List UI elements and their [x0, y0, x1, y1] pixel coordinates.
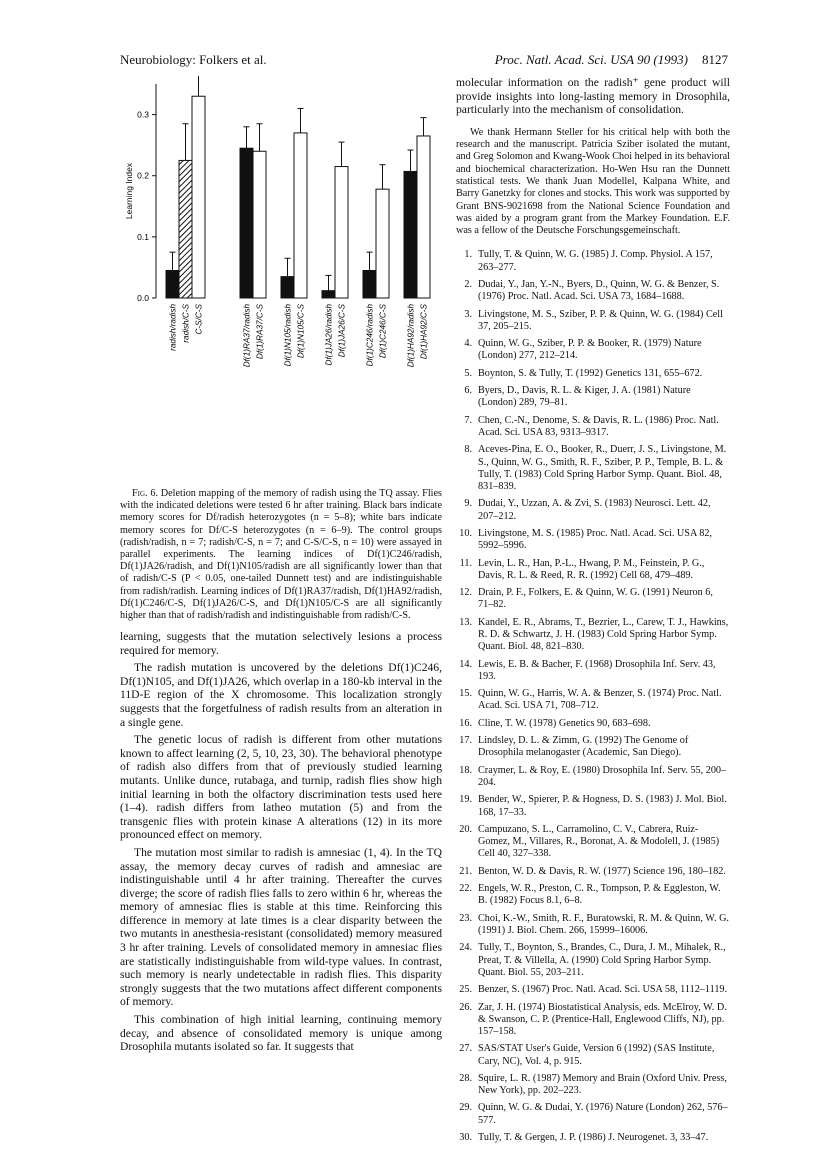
reference-text: Bender, W., Spierer, P. & Hogness, D. S. (1983) J. Mol. Biol. 168, 17–33.	[478, 794, 727, 818]
reference-text: Levin, L. R., Han, P.-L., Hwang, P. M., Feinstein, P. G., Davis, R. L. & Reed, R. R. (1992) Cell 68, 479–489.	[478, 557, 705, 581]
reference-number: 27.	[459, 1043, 472, 1055]
reference-item	[456, 794, 730, 818]
acknowledgment: We thank Hermann Steller for his critical help with both the research and the manuscript. Patricia Sziber isolated the mutant, and Greg Solomon and Kwang-Wook Choi helped in its behavioral and biochemical characterization. Ho-Wen Hsu ran the Dunnett statistical tests. We thank Juan Modellel, Kalpana White, and Barry Ganetzky for clones and stocks. This work was supported by Grant BNS-9021698 from the National Science Foundation and was aided by a program grant from the Markey Foundation. E.F. was a fellow of the Deutsche Forschungsgemeinschaft.	[456, 126, 730, 237]
reference-item	[456, 659, 730, 683]
reference-text: Cline, T. W. (1978) Genetics 90, 683–698.	[478, 717, 651, 729]
reference-number: 25.	[459, 984, 472, 996]
reference-text: Quinn, W. G. & Dudai, Y. (1976) Nature (London) 262, 576–577.	[478, 1102, 728, 1126]
reference-item	[456, 368, 730, 380]
reference-text: Engels, W. R., Preston, C. R., Tompson, P. & Eggleston, W. B. (1982) Focus 8.1, 6–8.	[478, 883, 721, 907]
x-tick-label: C-S/C-S	[194, 304, 204, 335]
running-head-left: Neurobiology: Folkers et al.	[120, 52, 267, 67]
x-tick-label: Df(1)HA92/C-S	[419, 304, 429, 360]
bar	[253, 151, 266, 298]
right-column	[456, 76, 730, 1149]
reference-item	[456, 415, 730, 439]
reference-text: Tully, T., Boynton, S., Brandes, C., Dura, J. M., Mihalek, R., Preat, T. & Villella, A. (1990) Cold Spring Harbor Symp. Quant. Biol. 55, 203–211.	[478, 942, 726, 978]
reference-text: Boynton, S. & Tully, T. (1992) Genetics 131, 655–672.	[478, 367, 703, 379]
reference-item	[456, 279, 730, 303]
reference-text: Dudai, Y., Uzzan, A. & Zvi, S. (1983) Neurosci. Lett. 42, 207–212.	[478, 498, 711, 522]
reference-text: Lewis, E. B. & Bacher, F. (1968) Drosophila Inf. Serv. 43, 193.	[478, 658, 716, 682]
reference-number: 23.	[459, 912, 472, 924]
reference-text: Kandel, E. R., Abrams, T., Bezrier, L., Carew, T. J., Hawkins, R. D. & Schwartz, J. H. (1983) Cold Spring Harbor Symp. Quant. Biol. 48, 821–830.	[478, 616, 729, 653]
reference-number: 26.	[459, 1001, 472, 1013]
reference-number: 15.	[459, 688, 472, 700]
bar	[404, 171, 417, 298]
x-tick-label: Df(1)JA26/radish	[324, 304, 334, 366]
paragraph: This combination of high initial learning, continuing memory decay, and absence of consolidated memory is unique among Drosophila mutants isolated so far. It suggests that	[120, 1013, 442, 1054]
reference-text: Craymer, L. & Roy, E. (1980) Drosophila Inf. Serv. 55, 200–204.	[478, 764, 727, 788]
reference-number: 14.	[459, 658, 472, 670]
reference-text: SAS/STAT User's Guide, Version 6 (1992) (SAS Institute, Cary, NC), Vol. 4, p. 915.	[478, 1043, 715, 1067]
page-number: 8127	[702, 52, 728, 67]
figure-caption	[120, 488, 442, 622]
reference-item	[456, 1132, 730, 1144]
reference-text: Squire, L. R. (1987) Memory and Brain (Oxford Univ. Press, New York), pp. 202–223.	[478, 1072, 727, 1097]
reference-item	[456, 617, 730, 654]
reference-text: Tully, T. & Quinn, W. G. (1985) J. Comp. Physiol. A 157, 263–277.	[478, 249, 713, 273]
reference-text: Livingstone, M. S., Sziber, P. P. & Quinn, W. G. (1984) Cell 37, 205–215.	[478, 308, 723, 332]
bar	[294, 133, 307, 298]
reference-item	[456, 558, 730, 582]
right-body-text	[456, 76, 730, 237]
reference-item	[456, 688, 730, 712]
x-tick-label: Df(1)C246/radish	[365, 304, 375, 367]
reference-text: Tully, T. & Gergen, J. P. (1986) J. Neurogenet. 3, 33–47.	[478, 1132, 709, 1144]
reference-item	[456, 587, 730, 611]
reference-list	[456, 249, 730, 1144]
reference-item	[456, 249, 730, 273]
reference-item	[456, 883, 730, 907]
reference-item	[456, 338, 730, 362]
bar	[335, 167, 348, 298]
reference-number: 2.	[464, 279, 472, 291]
paragraph: The radish mutation is uncovered by the deletions Df(1)C246, Df(1)N105, and Df(1)JA26, which overlap in a 180-kb interval in the 11D-E region of the X chromosome. This localization strongly suggests that the forgetfulness of radish results from an alteration in a single gene.	[120, 661, 442, 729]
reference-text: Drain, P. F., Folkers, E. & Quinn, W. G. (1991) Neuron 6, 71–82.	[478, 587, 713, 611]
x-tick-label: Df(1)N105/radish	[283, 304, 293, 367]
y-tick-label: 0.0	[137, 293, 149, 303]
reference-text: Lindsley, D. L. & Zimm, G. (1992) The Genome of Drosophila melanogaster (Academic, San Diego).	[478, 735, 689, 759]
reference-number: 9.	[464, 498, 472, 510]
bar	[417, 136, 430, 298]
reference-text: Campuzano, S. L., Carramolino, C. V., Cabrera, Ruiz-Gomez, M., Villares, R., Boronat, A. & Modolell, J. (1985) Cell 40, 327–338.	[478, 823, 720, 860]
reference-item	[456, 528, 730, 552]
learning-index-bar-chart	[120, 76, 442, 466]
reference-item	[456, 309, 730, 333]
reference-text: Quinn, W. G., Harris, W. A. & Benzer, S. (1974) Proc. Natl. Acad. Sci. USA 71, 708–712.	[478, 688, 722, 712]
reference-item	[456, 718, 730, 730]
reference-item	[456, 824, 730, 861]
x-tick-label: Df(1)N105/C-S	[296, 304, 306, 359]
reference-item	[456, 1073, 730, 1097]
reference-number: 28.	[459, 1072, 472, 1084]
reference-number: 7.	[464, 414, 472, 426]
reference-number: 29.	[459, 1102, 472, 1114]
reference-number: 30.	[459, 1132, 472, 1144]
reference-item	[456, 735, 730, 759]
reference-number: 12.	[459, 587, 472, 599]
bar	[179, 160, 192, 298]
running-head-right	[495, 52, 728, 68]
reference-number: 8.	[464, 444, 472, 456]
x-tick-label: Df(1)RA37/C-S	[255, 304, 265, 360]
reference-number: 3.	[464, 308, 472, 320]
y-tick-label: 0.2	[137, 170, 149, 181]
reference-text: Benton, W. D. & Davis, R. W. (1977) Science 196, 180–182.	[478, 865, 726, 877]
y-tick-label: 0.1	[137, 231, 149, 242]
reference-item	[456, 913, 730, 937]
reference-number: 20.	[459, 823, 472, 835]
reference-item	[456, 866, 730, 878]
bar	[363, 270, 376, 298]
bar	[281, 277, 294, 298]
reference-item	[456, 765, 730, 789]
reference-text: Chen, C.-N., Denome, S. & Davis, R. L. (1986) Proc. Natl. Acad. Sci. USA 83, 9313–9317.	[478, 414, 719, 439]
x-tick-label: Df(1)C246/C-S	[378, 304, 388, 359]
reference-number: 13.	[459, 616, 472, 628]
x-tick-label: radish/C-S	[181, 304, 191, 343]
reference-text: Aceves-Pina, E. O., Booker, R., Duerr, J. S., Livingstone, M. S., Quinn, W. G., Smith, R. F., Sziber, P. P., Temple, B. L. & Tully, T. (1983) Cold Spring Harbor Symp. Quant. Biol. 48, 831–839.	[478, 444, 727, 493]
paragraph: learning, suggests that the mutation selectively lesions a process required for memory.	[120, 630, 442, 657]
reference-item	[456, 1002, 730, 1039]
reference-text: Zar, J. H. (1974) Biostatistical Analysis, eds. McElroy, W. D. & Swanson, C. P. (Prentice-Hall, Englewood Cliffs, NJ), pp. 157–158.	[478, 1001, 727, 1037]
reference-text: Dudai, Y., Jan, Y.-N., Byers, D., Quinn, W. G. & Benzer, S. (1976) Proc. Natl. Acad. Sci. USA 73, 1684–1688.	[478, 279, 720, 303]
reference-item	[456, 942, 730, 979]
bar	[166, 270, 179, 298]
reference-number: 22.	[459, 883, 472, 895]
reference-number: 5.	[464, 367, 472, 379]
x-tick-label: Df(1)JA26/C-S	[337, 304, 347, 358]
reference-item	[456, 984, 730, 996]
journal-citation: Proc. Natl. Acad. Sci. USA 90 (1993)	[494, 52, 688, 67]
x-tick-label: radish/radish	[168, 304, 178, 351]
reference-item	[456, 498, 730, 522]
reference-number: 11.	[459, 557, 472, 569]
reference-item	[456, 444, 730, 493]
reference-number: 18.	[459, 764, 472, 776]
bar	[376, 189, 389, 298]
reference-number: 6.	[464, 385, 472, 397]
bar	[240, 148, 253, 298]
paragraph: molecular information on the radish⁺ gene product will provide insights into long-lasting memory in Drosophila, particularly into the mechanism of consolidation.	[456, 76, 730, 117]
reference-number: 24.	[459, 942, 472, 954]
reference-number: 10.	[459, 528, 472, 539]
x-tick-label: Df(1)HA92/radish	[406, 304, 416, 368]
left-body-text	[120, 630, 442, 1058]
caption-label: Fig. 6.	[132, 488, 159, 499]
paragraph: The genetic locus of radish is different from other mutations known to affect learning (2, 5, 10, 23, 30). The behavioral phenotype of radish also differs from that of previously studied learning mutants. Unlike dunce, rutabaga, and turnip, radish flies show high initial learning in both the olfactory discrimination tests used here (1–4). radish differs from latheo mutation (5) and from the transgenic flies with protein kinase A alterations (12) in its more pronounced effect on memory.	[120, 733, 442, 842]
reference-item	[456, 385, 730, 409]
reference-text: Livingstone, M. S. (1985) Proc. Natl. Acad. Sci. USA 82, 5992–5996.	[478, 528, 713, 552]
reference-text: Quinn, W. G., Sziber, P. P. & Booker, R. (1979) Nature (London) 277, 212–214.	[478, 338, 702, 362]
reference-text: Byers, D., Davis, R. L. & Kiger, J. A. (1981) Nature (London) 289, 79–81.	[478, 385, 691, 409]
y-axis-label: Learning Index	[124, 162, 134, 220]
paragraph: The mutation most similar to radish is amnesiac (1, 4). In the TQ assay, the memory decay curves of radish and amnesiac are indistinguishable until 4 hr after training. Thereafter the curves diverge; the score of radish flies falls to zero within 6 hr, whereas the memory of amnesiac flies is stable at this time. Reinforcing this difference in memory at late times is a clear disparity between the two mutants in anesthesia-resistant (consolidated) memory measured 3 hr after training. Levels of consolidated memory in amnesiac flies are statistically indistinguishable from wild-type values. In contrast, such memory is nearly undetectable in radish flies. This disparity strongly suggests that the two mutations affect different components of memory.	[120, 845, 442, 1009]
reference-number: 16.	[459, 717, 472, 729]
reference-number: 17.	[459, 735, 472, 747]
reference-number: 1.	[464, 249, 472, 261]
caption-text: Deletion mapping of the memory of radish using the TQ assay. Flies with the indicated deletions were tested 6 hr after training. Black bars indicate memory scores for Df/radish heterozygotes (n = 5–8); white bars indicate memory scores for Df/C-S heterozygotes (n = 6–9). The control groups (radish/radish, n = 7; radish/C-S, n = 7; and C-S/C-S, n = 10) were assayed in parallel experiments. The learning indices of Df(1)C246/radish, Df(1)JA26/radish, and Df(1)N105/radish are all significantly lower than that of radish/C-S (P < 0.05, one-tailed Dunnett test) and are indistinguishable from radish/radish. Learning indices of Df(1)RA37/radish, Df(1)HA92/radish, Df(1)C246/C-S, Df(1)JA26/C-S, and Df(1)N105/C-S are all significantly higher than that of radish/radish and indistinguishable from radish/C-S.	[120, 488, 442, 622]
reference-number: 21.	[459, 865, 472, 877]
reference-item	[456, 1043, 730, 1067]
reference-number: 19.	[459, 794, 472, 806]
bar	[322, 291, 335, 298]
reference-text: Benzer, S. (1967) Proc. Natl. Acad. Sci. USA 58, 1112–1119.	[478, 984, 728, 996]
bar	[192, 96, 205, 298]
y-tick-label: 0.3	[137, 109, 149, 120]
figure-6	[120, 76, 442, 466]
x-tick-label: Df(1)RA37/radish	[242, 304, 252, 368]
reference-text: Choi, K.-W., Smith, R. F., Buratowski, R. M. & Quinn, W. G. (1991) J. Biol. Chem. 266, 15999–16006.	[478, 912, 729, 936]
page-header	[0, 52, 816, 72]
reference-item	[456, 1102, 730, 1126]
reference-number: 4.	[464, 338, 472, 350]
